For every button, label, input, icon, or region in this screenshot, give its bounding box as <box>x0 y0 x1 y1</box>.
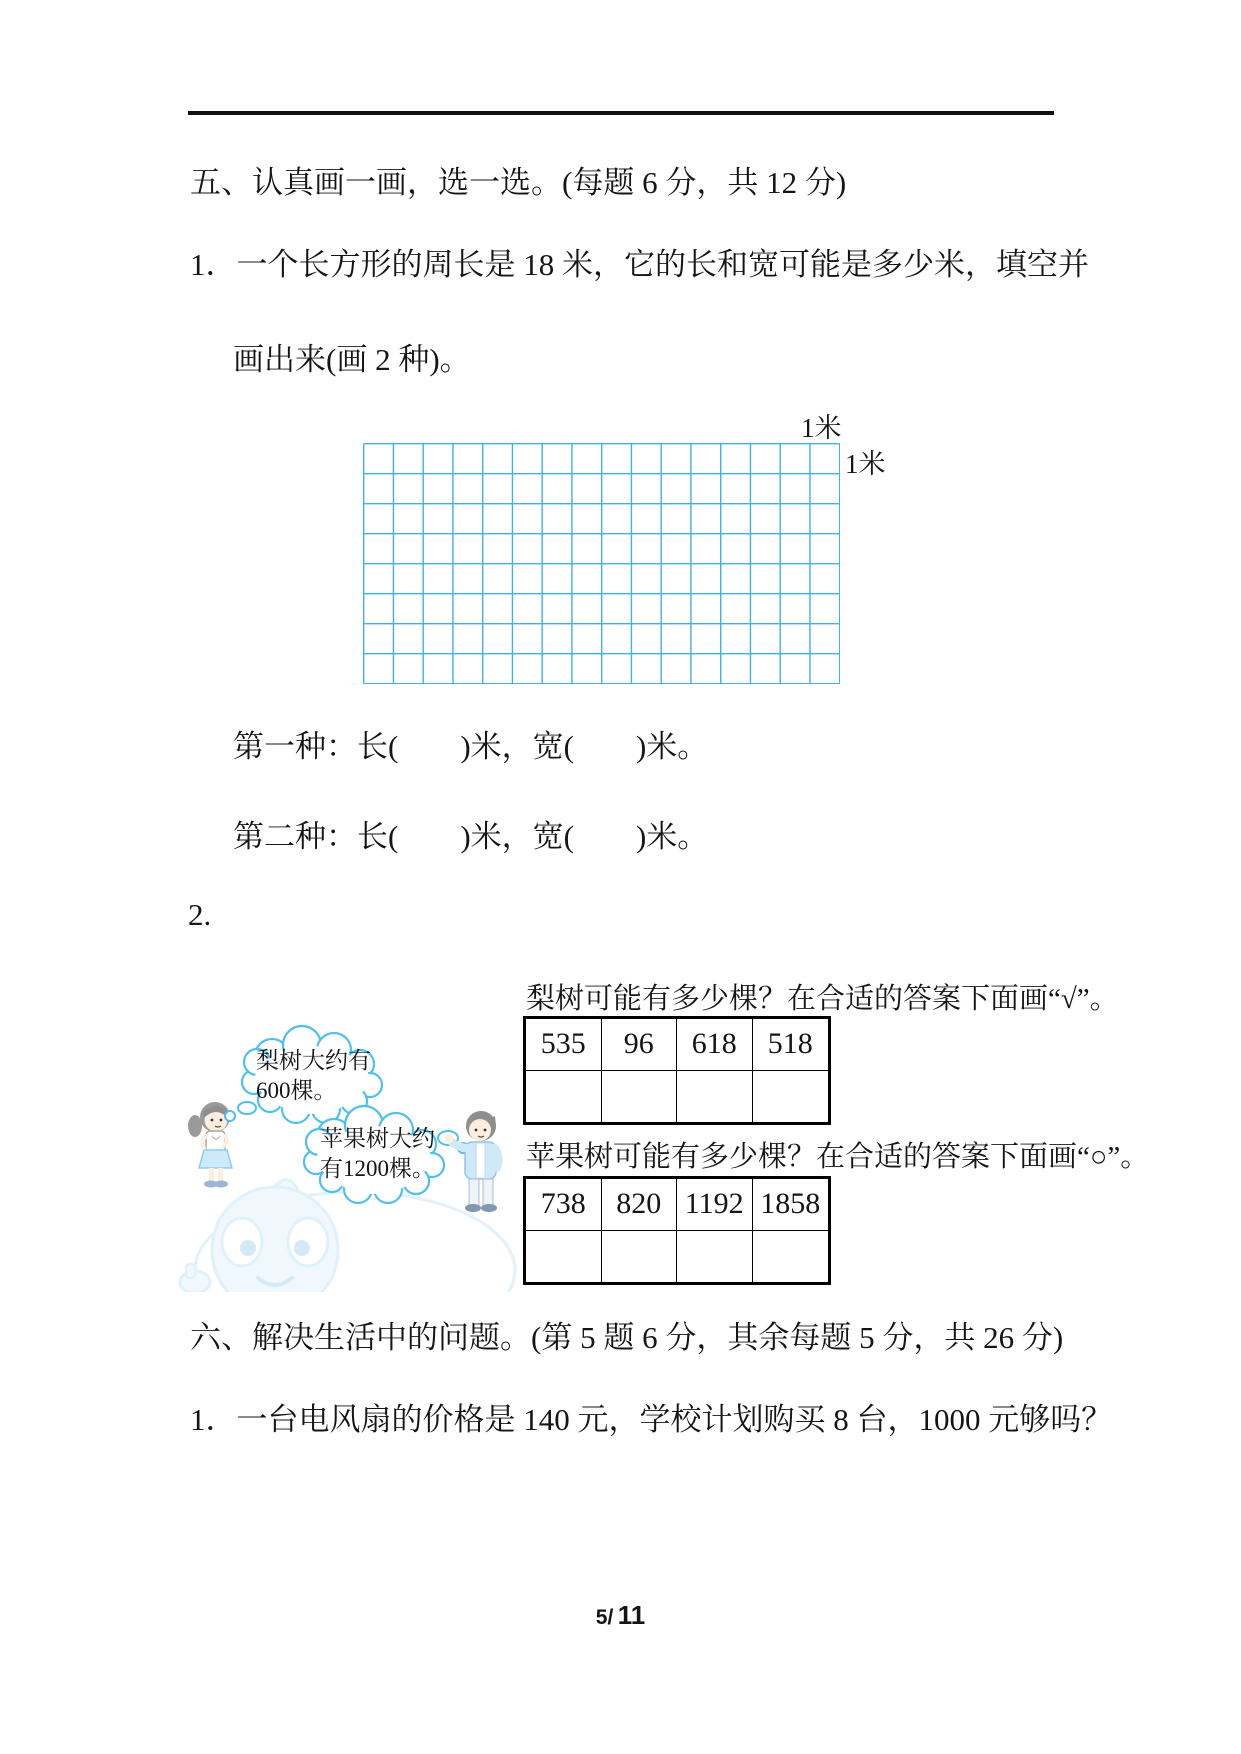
pear-options-table <box>523 1016 831 1125</box>
section6-q1: 1．一台电风扇的价格是 140 元，学校计划购买 8 台，1000 元够吗？ <box>190 1402 1113 1437</box>
pear-option-2: 96 <box>602 1019 678 1071</box>
bubble-pear-line1: 梨树大约有 <box>256 1048 371 1073</box>
pear-option-3: 618 <box>677 1019 753 1071</box>
grid-unit-label-right: 1米 <box>845 449 886 479</box>
section6-title: 六、解决生活中的问题。(第 5 题 6 分，其余每题 5 分，共 26 分) <box>190 1320 1064 1355</box>
girl-thought-trail <box>225 1102 256 1121</box>
apple-options-table <box>523 1176 831 1285</box>
answer-blank-line-2: 第二种：长( )米，宽( )米。 <box>233 819 709 854</box>
answer-blank-line-1: 第一种：长( )米，宽( )米。 <box>233 729 709 764</box>
apple-count-prompt: 苹果树可能有多少棵？在合适的答案下面画“○”。 <box>526 1141 1150 1173</box>
section5-q1-line2: 画出来(画 2 种)。 <box>233 342 471 377</box>
page-number-total: 11 <box>617 1600 646 1630</box>
header-rule <box>188 111 1054 115</box>
pear-option-1: 535 <box>526 1019 602 1071</box>
boy-figure <box>445 1111 499 1212</box>
pear-answer-cell-1 <box>526 1071 602 1123</box>
question2-number: 2. <box>188 897 212 932</box>
bubble-apple-text <box>320 1124 435 1184</box>
bubble-apple-line1: 苹果树大约 <box>320 1126 435 1151</box>
apple-option-2: 820 <box>602 1179 678 1231</box>
pear-answer-cell-4 <box>753 1071 829 1123</box>
pear-answer-cell-2 <box>602 1071 678 1123</box>
bubble-pear-text <box>256 1046 371 1106</box>
apple-option-4: 1858 <box>753 1179 829 1231</box>
apple-option-3: 1192 <box>677 1179 753 1231</box>
apple-answer-cell-3 <box>677 1231 753 1283</box>
page-number-current: 5/ <box>595 1606 614 1629</box>
apple-option-1: 738 <box>526 1179 602 1231</box>
bubble-apple-line2: 有1200棵。 <box>320 1156 435 1181</box>
page-number <box>0 1600 1241 1631</box>
apple-answer-cell-2 <box>602 1231 678 1283</box>
meter-grid <box>363 443 840 684</box>
apple-answer-cell-4 <box>753 1231 829 1283</box>
pear-answer-cell-3 <box>677 1071 753 1123</box>
section5-title: 五、认真画一画，选一选。(每题 6 分，共 12 分) <box>190 165 847 200</box>
section5-q1-line1: 1．一个长方形的周长是 18 米，它的长和宽可能是多少米，填空并 <box>190 247 1089 282</box>
bubble-pear-line2: 600棵。 <box>256 1078 337 1103</box>
apple-answer-cell-1 <box>526 1231 602 1283</box>
pear-option-4: 518 <box>753 1019 829 1071</box>
pear-count-prompt: 梨树可能有多少棵？在合适的答案下面画“√”。 <box>526 983 1119 1015</box>
grid-unit-label-top: 1米 <box>801 413 842 443</box>
